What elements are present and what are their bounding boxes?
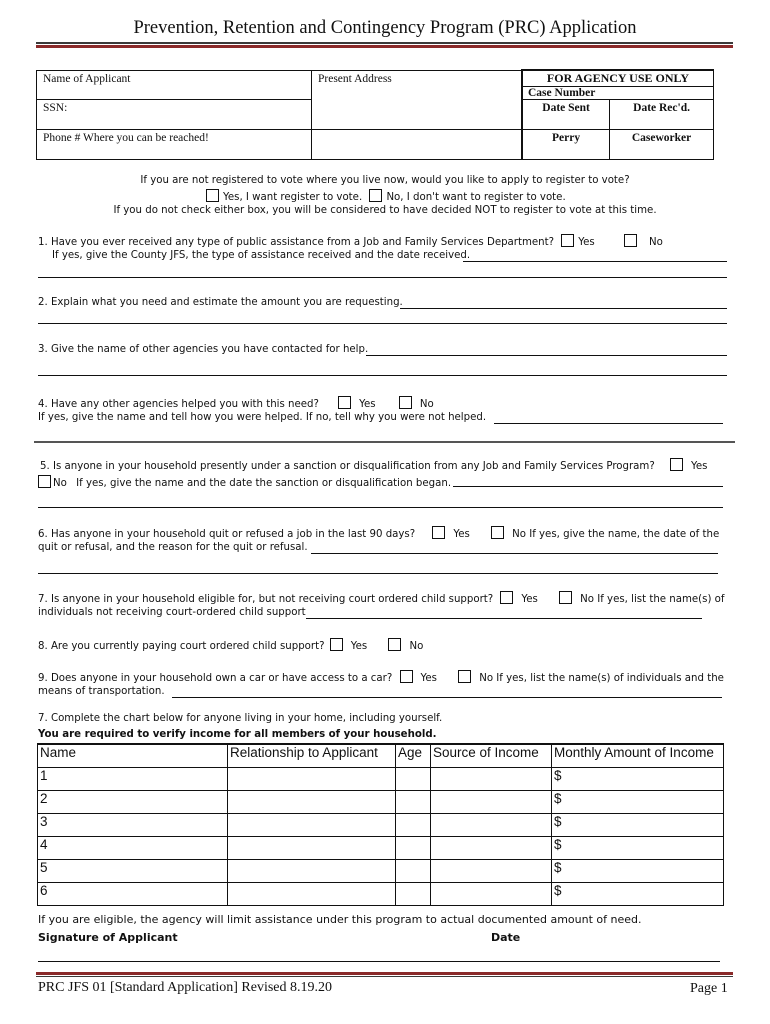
q5-answer-line[interactable] xyxy=(453,486,723,487)
perry-field[interactable]: Perry xyxy=(522,130,610,160)
q7-yes-checkbox[interactable] xyxy=(500,591,513,604)
age-cell[interactable] xyxy=(396,860,431,883)
q3: 3. Give the name of other agencies you have contacted for help. xyxy=(38,344,369,355)
table-row xyxy=(38,860,724,883)
q7: 7. Is anyone in your household eligible for, but not receiving court ordered child support? Yes No If yes, list the name(s) of xyxy=(38,591,725,605)
ssn-field[interactable]: SSN: xyxy=(37,100,312,130)
row-number[interactable]: 2 xyxy=(38,791,228,814)
row-number[interactable]: 6 xyxy=(38,883,228,906)
q5: 5. Is anyone in your household presently under a sanction or disqualification from any Job and Family Services Program? Yes xyxy=(40,458,707,472)
age-cell[interactable] xyxy=(396,791,431,814)
q5-answer-line-2[interactable] xyxy=(38,507,723,508)
chart-note: You are required to verify income for all members of your household. xyxy=(38,729,437,740)
q1-yes-checkbox[interactable] xyxy=(561,234,574,247)
name-of-applicant-field[interactable]: Name of Applicant xyxy=(37,70,312,100)
signature-label: Signature of Applicant xyxy=(38,931,178,944)
q4: 4. Have any other agencies helped you with this need? Yes No xyxy=(38,396,434,410)
q2-answer-line[interactable] xyxy=(400,308,727,309)
form-id: PRC JFS 01 [Standard Application] Revised 8.19.20 xyxy=(38,980,332,995)
source-cell[interactable] xyxy=(431,883,552,906)
q1-answer-line-2[interactable] xyxy=(38,277,727,278)
q7-no-checkbox[interactable] xyxy=(559,591,572,604)
relationship-cell[interactable] xyxy=(228,860,396,883)
row-number[interactable]: 4 xyxy=(38,837,228,860)
voter-no-checkbox[interactable] xyxy=(369,189,382,202)
relationship-cell[interactable] xyxy=(228,814,396,837)
q6-sub: quit or refusal, and the reason for the quit or refusal. xyxy=(38,542,308,553)
page-title: Prevention, Retention and Contingency Program (PRC) Application xyxy=(133,18,637,38)
source-cell[interactable] xyxy=(431,768,552,791)
agency-use-title: FOR AGENCY USE ONLY xyxy=(523,71,713,87)
col-name: Name xyxy=(38,744,228,768)
date-label: Date xyxy=(491,931,521,944)
amount-cell[interactable]: $ xyxy=(552,791,724,814)
household-income-table xyxy=(37,743,724,906)
q4-answer-line[interactable] xyxy=(494,423,723,424)
date-received-field[interactable]: Date Rec'd. xyxy=(610,100,714,130)
age-cell[interactable] xyxy=(396,768,431,791)
q9-answer-line[interactable] xyxy=(172,697,722,698)
q6-answer-line-2[interactable] xyxy=(38,573,718,574)
phone-field[interactable]: Phone # Where you can be reached! xyxy=(37,130,312,160)
table-row xyxy=(38,837,724,860)
q5-no-checkbox[interactable] xyxy=(38,475,51,488)
q1: 1. Have you ever received any type of public assistance from a Job and Family Services Department? Yes No xyxy=(38,234,663,248)
amount-cell[interactable]: $ xyxy=(552,814,724,837)
q9-yes-checkbox[interactable] xyxy=(400,670,413,683)
source-cell[interactable] xyxy=(431,814,552,837)
date-sent-field[interactable]: Date Sent xyxy=(522,100,610,130)
col-source: Source of Income xyxy=(431,744,552,768)
q7-answer-line[interactable] xyxy=(306,618,702,619)
page-number: Page 1 xyxy=(690,981,728,996)
col-monthly-amount: Monthly Amount of Income xyxy=(552,744,724,768)
signature-line[interactable] xyxy=(38,961,720,962)
q6: 6. Has anyone in your household quit or refused a job in the last 90 days? Yes No If yes, give the name, the date of the xyxy=(38,526,719,540)
footer-rule-accent xyxy=(36,972,733,975)
title-rule-accent xyxy=(36,45,733,48)
q2-answer-line-2[interactable] xyxy=(38,323,727,324)
q4-no-checkbox[interactable] xyxy=(399,396,412,409)
relationship-cell[interactable] xyxy=(228,791,396,814)
amount-cell[interactable]: $ xyxy=(552,883,724,906)
source-cell[interactable] xyxy=(431,791,552,814)
footer-rule xyxy=(36,976,733,977)
col-age: Age xyxy=(396,744,431,768)
q6-yes-checkbox[interactable] xyxy=(432,526,445,539)
q1-sub: If yes, give the County JFS, the type of assistance received and the date received. xyxy=(52,250,471,261)
age-cell[interactable] xyxy=(396,883,431,906)
address-continuation-field[interactable] xyxy=(312,130,523,160)
relationship-cell[interactable] xyxy=(228,837,396,860)
section-divider xyxy=(34,441,735,443)
q9: 9. Does anyone in your household own a car or have access to a car? Yes No If yes, list the name(s) of individuals and the xyxy=(38,670,724,684)
q2: 2. Explain what you need and estimate the amount you are requesting. xyxy=(38,297,403,308)
agency-use-box xyxy=(522,70,714,100)
case-number-label: Case Number xyxy=(528,87,596,99)
voter-question: If you are not registered to vote where you live now, would you like to apply to register to vote? xyxy=(140,175,630,186)
row-number[interactable]: 3 xyxy=(38,814,228,837)
relationship-cell[interactable] xyxy=(228,768,396,791)
q6-answer-line[interactable] xyxy=(311,553,718,554)
table-row xyxy=(38,883,724,906)
q4-yes-checkbox[interactable] xyxy=(338,396,351,409)
q4-sub: If yes, give the name and tell how you were helped. If no, tell why you were not helped. xyxy=(38,412,487,423)
relationship-cell[interactable] xyxy=(228,883,396,906)
age-cell[interactable] xyxy=(396,814,431,837)
q5-no-row: No If yes, give the name and the date the sanction or disqualification began. xyxy=(38,475,451,489)
source-cell[interactable] xyxy=(431,837,552,860)
voter-note: If you do not check either box, you will be considered to have decided NOT to register to vote at this time. xyxy=(113,205,657,216)
table-row xyxy=(38,814,724,837)
q8-yes-checkbox[interactable] xyxy=(330,638,343,651)
chart-intro: 7. Complete the chart below for anyone living in your home, including yourself. xyxy=(38,713,443,724)
q8-no-checkbox[interactable] xyxy=(388,638,401,651)
table-row xyxy=(38,791,724,814)
q9-sub: means of transportation. xyxy=(38,686,165,697)
q5-yes-checkbox[interactable] xyxy=(670,458,683,471)
table-row xyxy=(38,768,724,791)
amount-cell[interactable]: $ xyxy=(552,768,724,791)
applicant-info-table xyxy=(36,69,714,160)
q3-answer-line-2[interactable] xyxy=(38,375,727,376)
source-cell[interactable] xyxy=(431,860,552,883)
voter-yes-checkbox[interactable] xyxy=(206,189,219,202)
amount-cell[interactable]: $ xyxy=(552,860,724,883)
col-relationship: Relationship to Applicant xyxy=(228,744,396,768)
present-address-field[interactable]: Present Address xyxy=(312,70,523,130)
row-number[interactable]: 1 xyxy=(38,768,228,791)
age-cell[interactable] xyxy=(396,837,431,860)
eligible-note: If you are eligible, the agency will limit assistance under this program to actual documented amount of need. xyxy=(38,913,642,926)
q7-sub: individuals not receiving court-ordered child support xyxy=(38,607,306,618)
q9-no-checkbox[interactable] xyxy=(458,670,471,683)
q1-no-checkbox[interactable] xyxy=(624,234,637,247)
row-number[interactable]: 5 xyxy=(38,860,228,883)
q1-answer-line[interactable] xyxy=(463,261,727,262)
q3-answer-line[interactable] xyxy=(366,355,727,356)
amount-cell[interactable]: $ xyxy=(552,837,724,860)
q6-no-checkbox[interactable] xyxy=(491,526,504,539)
voter-options: Yes, I want register to vote. No, I don't want to register to vote. xyxy=(202,189,566,203)
q8: 8. Are you currently paying court ordered child support? Yes No xyxy=(38,638,423,652)
caseworker-field[interactable]: Caseworker xyxy=(610,130,714,160)
title-rule xyxy=(36,42,733,44)
